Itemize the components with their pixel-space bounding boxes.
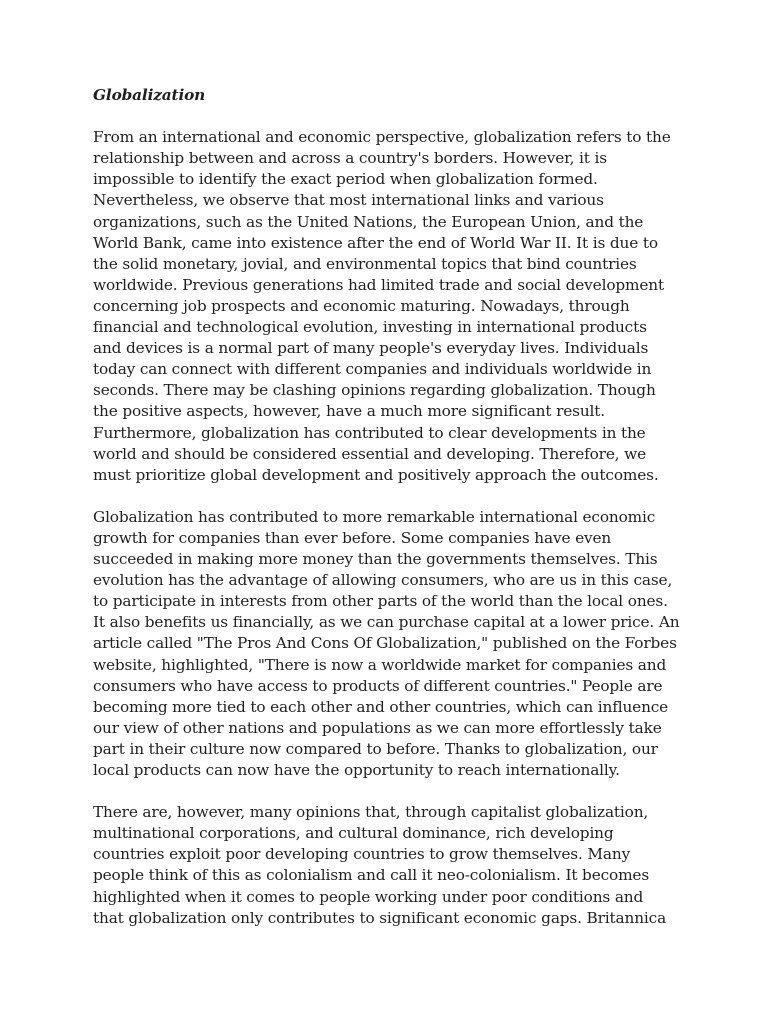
text-line: our view of other nations and populations as we can more effortlessly take <box>93 718 662 737</box>
text-line: website, highlighted, "There is now a worldwide market for companies and <box>93 655 667 674</box>
text-line: countries exploit poor developing countries to grow themselves. Many <box>93 845 631 864</box>
document-title: Globalization <box>93 86 206 104</box>
text-line: succeeded in making more money than the governments themselves. This <box>93 550 658 569</box>
text-line: Furthermore, globalization has contributed to clear developments in the <box>93 423 646 442</box>
text-line: Nevertheless, we observe that most international links and various <box>93 191 604 210</box>
text-line: that globalization only contributes to significant economic gaps. Britannica <box>93 908 667 927</box>
text-line: evolution has the advantage of allowing consumers, who are us in this case, <box>93 571 673 590</box>
paragraph <box>93 507 683 781</box>
text-line: today can connect with different companies and individuals worldwide in <box>93 360 652 379</box>
text-line: It also benefits us financially, as we can purchase capital at a lower price. An <box>93 613 680 632</box>
text-line: impossible to identify the exact period when globalization formed. <box>93 170 598 189</box>
text-line: organizations, such as the United Nations, the European Union, and the <box>93 212 644 231</box>
text-line: multinational corporations, and cultural dominance, rich developing <box>93 824 614 843</box>
text-line: part in their culture now compared to before. Thanks to globalization, our <box>93 739 658 758</box>
text-line: relationship between and across a country's borders. However, it is <box>93 149 607 168</box>
text-line: concerning job prospects and economic maturing. Nowadays, through <box>93 296 630 315</box>
document-body <box>93 127 683 929</box>
text-line: world and should be considered essential and developing. Therefore, we <box>93 444 647 463</box>
text-line: worldwide. Previous generations had limited trade and social development <box>93 275 664 294</box>
text-line: becoming more tied to each other and other countries, which can influence <box>93 697 669 716</box>
text-line: financial and technological evolution, investing in international products <box>93 318 647 337</box>
text-line: to participate in interests from other parts of the world than the local ones. <box>93 592 668 611</box>
text-line: Globalization has contributed to more remarkable international economic <box>93 507 656 526</box>
text-line: must prioritize global development and positively approach the outcomes. <box>93 465 659 484</box>
text-line: seconds. There may be clashing opinions regarding globalization. Though <box>93 381 656 400</box>
document-page <box>93 85 683 950</box>
text-line: the solid monetary, jovial, and environmental topics that bind countries <box>93 254 637 273</box>
text-line: consumers who have access to products of different countries." People are <box>93 676 663 695</box>
text-line: people think of this as colonialism and call it neo-colonialism. It becomes <box>93 866 650 885</box>
paragraph <box>93 802 683 929</box>
text-line: article called "The Pros And Cons Of Globalization," published on the Forbes <box>93 634 677 653</box>
text-line: From an international and economic perspective, globalization refers to the <box>93 128 671 147</box>
paragraph <box>93 127 683 486</box>
text-line: growth for companies than ever before. Some companies have even <box>93 528 612 547</box>
text-line: the positive aspects, however, have a much more significant result. <box>93 402 606 421</box>
text-line: highlighted when it comes to people working under poor conditions and <box>93 887 644 906</box>
text-line: There are, however, many opinions that, through capitalist globalization, <box>93 803 649 822</box>
text-line: local products can now have the opportunity to reach internationally. <box>93 761 620 779</box>
text-line: World Bank, came into existence after the end of World War II. It is due to <box>93 233 658 252</box>
text-line: and devices is a normal part of many people's everyday lives. Individuals <box>93 339 649 358</box>
